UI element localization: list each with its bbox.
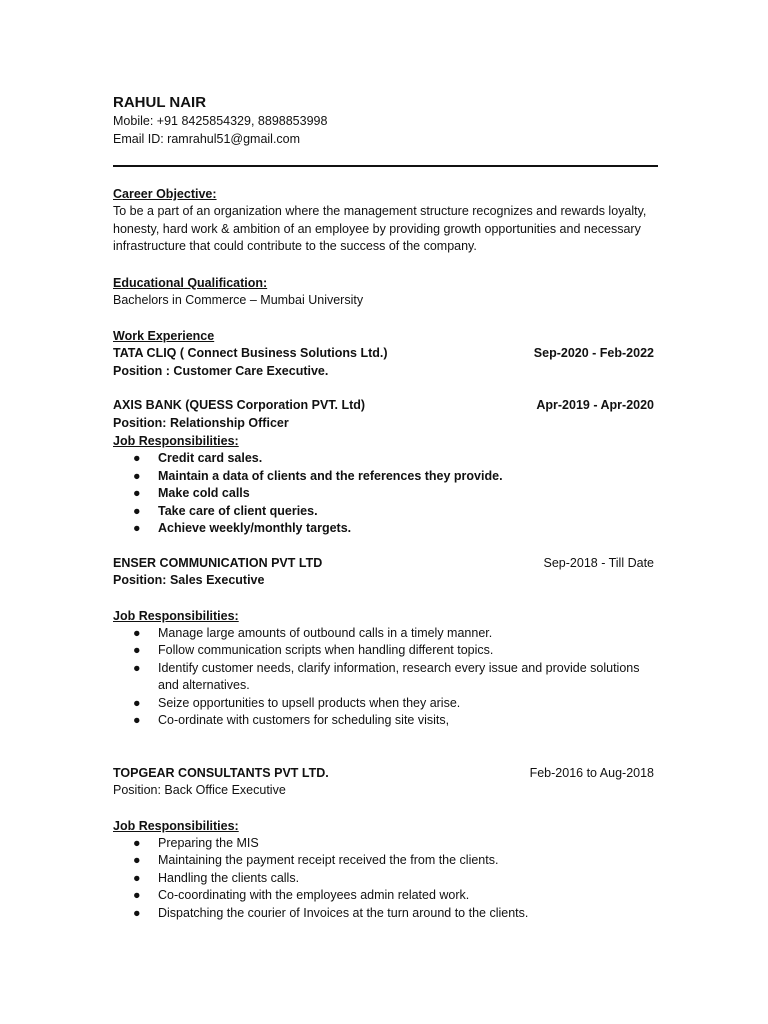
responsibilities-list [113,835,658,923]
bullet-icon: ● [133,695,141,710]
job-company: AXIS BANK (QUESS Corporation PVT. Ltd) [113,398,366,412]
responsibilities-list [113,450,658,538]
education-text: Bachelors in Commerce – Mumbai University [113,292,364,307]
list-item: ● Preparing the MIS [113,835,658,853]
bullet-icon: ● [133,486,141,500]
bullet-icon: ● [133,468,141,483]
job-responsibilities-heading: Job Responsibilities: [113,434,239,448]
list-item: ● Make cold calls [113,485,658,503]
header-divider [113,165,658,167]
bullet-icon: ● [133,870,141,885]
job-responsibilities-heading: Job Responsibilities: [113,608,239,623]
bullet-icon: ● [133,888,141,902]
job-dates: Sep-2020 - Feb-2022 [533,346,654,360]
bullet-icon: ● [133,451,141,465]
work-experience-heading: Work Experience [113,329,215,343]
education-heading: Educational Qualification: [113,275,268,290]
job-position: Position: Relationship Officer [113,415,289,430]
mobile-line: Mobile: +91 8425854329, 8898853998 [113,114,328,128]
bullet-icon: ● [133,660,141,675]
job-company: TOPGEAR CONSULTANTS PVT LTD. [113,765,329,780]
bullet-icon: ● [133,835,141,850]
list-item: ● Maintain a data of clients and the references they provide. [113,468,658,486]
job-header [113,555,658,573]
job-dates: Feb-2016 to Aug-2018 [529,765,654,780]
bullet-icon: ● [133,853,141,867]
list-item: ● Manage large amounts of outbound calls in a timely manner. [113,625,658,643]
job-header [113,765,658,783]
bullet-icon: ● [133,713,141,727]
list-item: ● Credit card sales. [113,450,658,468]
bullet-icon: ● [133,521,141,535]
candidate-name: RAHUL NAIR [113,94,207,111]
resume-page [113,93,658,922]
list-item: ● Co-coordinating with the employees admin related work. [113,887,658,905]
list-item: ● Co-ordinate with customers for scheduling site visits, [113,712,658,730]
list-item: ● Maintaining the payment receipt received the from the clients. [113,852,658,870]
list-item: ● Identify customer needs, clarify information, research every issue and provide solutions and alternatives. [133,660,640,692]
job-position: Position: Back Office Executive [113,783,286,797]
job-company: ENSER COMMUNICATION PVT LTD [113,555,323,570]
bullet-icon: ● [133,905,141,920]
email-line: Email ID: ramrahul51@gmail.com [113,131,301,146]
bullet-icon: ● [133,625,141,640]
list-item: ● Follow communication scripts when handling different topics. [113,642,658,660]
job-header [113,397,658,415]
job-company: TATA CLIQ ( Connect Business Solutions Ltd.) [113,346,388,360]
job-header [113,345,658,363]
job-position: Position: Sales Executive [113,573,265,587]
list-item: ● Seize opportunities to upsell products when they arise. [113,695,658,713]
job-dates: Apr-2019 - Apr-2020 [536,398,654,412]
list-item: ● Achieve weekly/monthly targets. [113,520,658,538]
job-position: Position : Customer Care Executive. [113,363,329,378]
career-objective-heading: Career Objective: [113,187,217,201]
list-item: ● Handling the clients calls. [113,870,658,888]
bullet-icon: ● [133,503,141,518]
bullet-icon: ● [133,643,141,657]
job-dates: Sep-2018 - Till Date [543,555,654,570]
list-item: ● Take care of client queries. [113,503,658,521]
job-responsibilities-heading: Job Responsibilities: [113,818,239,833]
responsibilities-list [113,625,658,730]
list-item: ● Dispatching the courier of Invoices at the turn around to the clients. [113,905,658,923]
career-objective-text: To be a part of an organization where the management structure recognizes and rewards loyalty, honesty, hard work & ambition of an employee by providing growth opportunities and necessary infrastructure that could contribute to the success of the company. [113,204,647,253]
